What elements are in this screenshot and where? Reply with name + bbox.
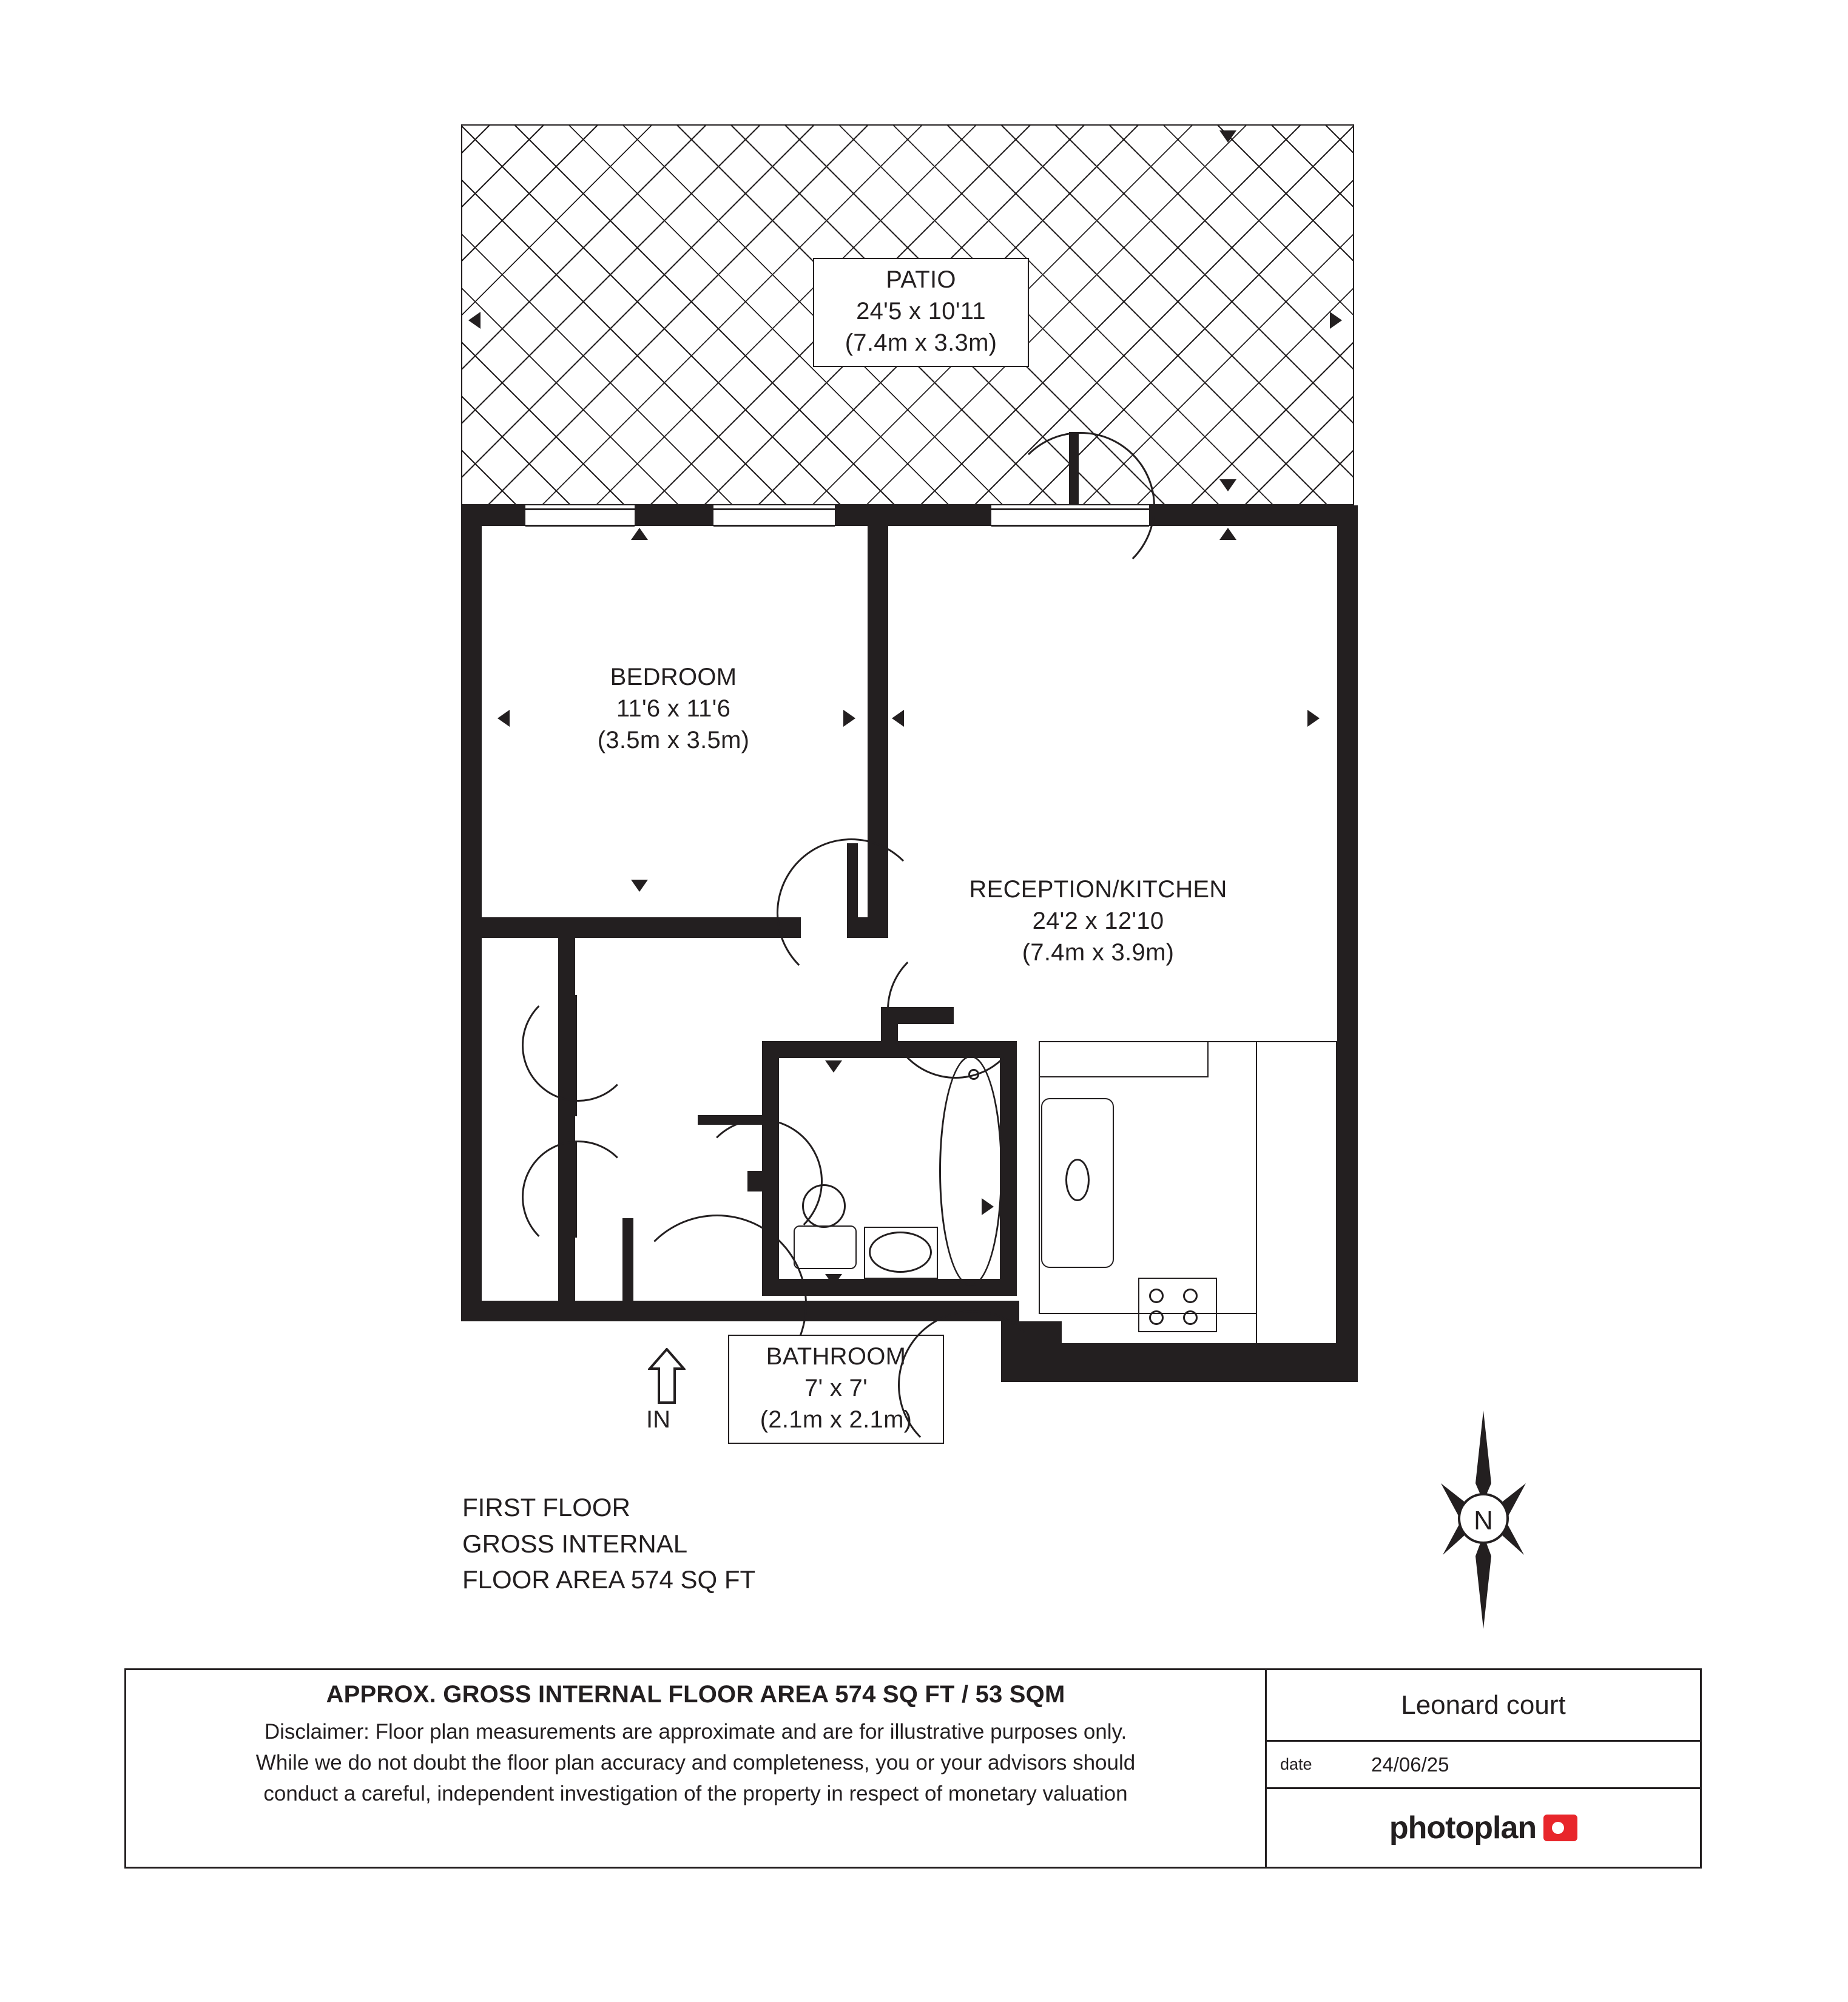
entrance-arrow-icon xyxy=(648,1348,686,1404)
wall-top-4 xyxy=(1149,505,1207,526)
wall-bathroom-jamb xyxy=(747,1171,764,1191)
hob-icon xyxy=(1138,1278,1217,1332)
wall-top-2 xyxy=(635,505,713,526)
window-top-1 xyxy=(525,508,635,527)
dimension-arrow-bathroom-right xyxy=(982,1198,994,1215)
bath-inner-icon xyxy=(1065,1159,1090,1201)
dimension-arrow-reception-left xyxy=(892,710,904,727)
brand-name: photoplan xyxy=(1389,1810,1537,1845)
dimension-arrow-bedroom-bottom xyxy=(631,880,648,892)
dimension-arrow-bedroom-left xyxy=(497,710,510,727)
dimension-arrow-bedroom-top xyxy=(631,528,648,540)
footer-meta-block xyxy=(1267,1670,1700,1867)
dimension-arrow-reception-right xyxy=(1307,710,1320,727)
dimension-arrow-patio-top xyxy=(1219,130,1236,143)
hob-burner-3 xyxy=(1149,1310,1164,1325)
room-label-patio: PATIO 24'5 x 10'11 (7.4m x 3.3m) xyxy=(813,258,1029,367)
toilet-icon xyxy=(794,1225,857,1269)
svg-text:N: N xyxy=(1474,1506,1493,1535)
cupboard-swing-2 xyxy=(522,1141,635,1253)
wall-top-5 xyxy=(1207,505,1358,526)
floor-summary: FIRST FLOOR GROSS INTERNAL FLOOR AREA 574 SQ FT xyxy=(462,1493,756,1594)
room-label-reception: RECEPTION/KITCHEN 24'2 x 12'10 (7.4m x 3.9m) xyxy=(969,876,1227,966)
wall-right-outer xyxy=(1337,505,1358,1382)
hob-burner-1 xyxy=(1149,1289,1164,1303)
hob-burner-4 xyxy=(1183,1310,1198,1325)
compass-north-icon xyxy=(1414,1410,1553,1629)
sink-counter xyxy=(864,1227,938,1279)
shower-enclosure-icon xyxy=(939,1056,1002,1286)
hob-burner-2 xyxy=(1183,1289,1198,1303)
kitchen-counter-2 xyxy=(1256,1041,1337,1381)
wall-internal-horizontal xyxy=(461,917,801,938)
shower-head-icon xyxy=(968,1069,979,1080)
cupboard-swing-1 xyxy=(522,989,635,1102)
brand-logo xyxy=(1267,1789,1700,1867)
dimension-arrow-patio-right xyxy=(1330,312,1342,329)
wall-top-3 xyxy=(835,505,991,526)
footer-info-table xyxy=(124,1668,1702,1869)
footer-disclaimer-line-3: conduct a careful, independent investigation of the property in respect of monetary valuation xyxy=(263,1781,1128,1805)
date-value: 24/06/25 xyxy=(1371,1753,1449,1776)
entrance-label: IN xyxy=(646,1406,670,1433)
door-swing-external xyxy=(898,1310,1047,1460)
dimension-arrow-patio-bottom xyxy=(1219,479,1236,491)
dimension-arrow-patio-left xyxy=(468,312,481,329)
camera-icon xyxy=(1543,1815,1577,1841)
wall-left-outer xyxy=(461,505,482,1321)
date-label: date xyxy=(1280,1755,1312,1773)
kitchen-worktop xyxy=(1039,1041,1209,1077)
footer-disclaimer-block xyxy=(126,1670,1267,1867)
window-top-2 xyxy=(713,508,835,527)
footer-disclaimer-line-1: Disclaimer: Floor plan measurements are approximate and are for illustrative purposes only. xyxy=(264,1720,1127,1744)
wall-bathroom-right xyxy=(1000,1041,1017,1296)
dimension-arrow-bedroom-right xyxy=(843,710,855,727)
date-row xyxy=(1267,1742,1700,1789)
dimension-arrow-bathroom-top xyxy=(825,1060,842,1073)
room-label-bedroom: BEDROOM 11'6 x 11'6 (3.5m x 3.5m) xyxy=(597,664,750,753)
footer-disclaimer-line-2: While we do not doubt the floor plan accuracy and completeness, you or your advisors should xyxy=(255,1750,1136,1774)
toilet-cistern-icon xyxy=(802,1184,846,1228)
dimension-arrow-reception-top xyxy=(1219,528,1236,540)
footer-area-title: APPROX. GROSS INTERNAL FLOOR AREA 574 SQ FT / 53 SQM xyxy=(326,1681,1065,1708)
dimension-arrow-bathroom-bottom xyxy=(825,1274,842,1286)
property-name: Leonard court xyxy=(1267,1670,1700,1742)
door-swing-patio xyxy=(1006,432,1155,581)
room-label-bathroom: BATHROOM 7' x 7' (2.1m x 2.1m) xyxy=(728,1335,944,1444)
